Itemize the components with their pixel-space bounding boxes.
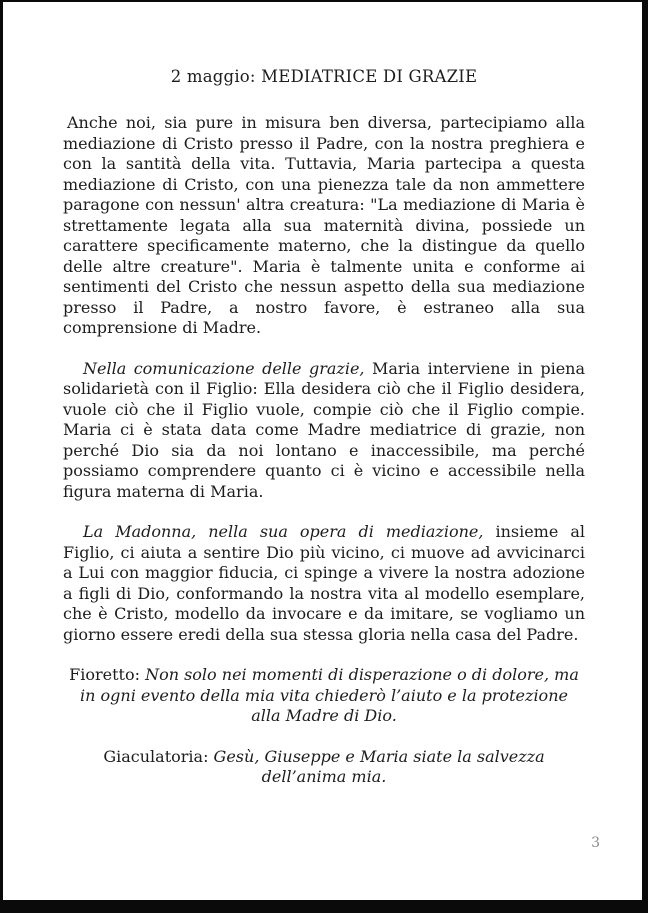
page-body <box>63 113 585 788</box>
italic-text-segment: La Madonna, nella sua opera di mediazione, <box>83 522 484 541</box>
text-segment: insieme al Figlio, ci aiuta a sentire Dio più vicino, ci muove ad avvicinarci a Lui con maggior fiducia, ci spinge a vivere la nostra adozione a figli di Dio, conformando la nostra vita al modello esemplare, che è Cristo, modello da invocare e da imitare, se vogliamo un giorno essere eredi della sua stessa gloria nella casa del Padre. <box>63 522 586 644</box>
text-segment: Giaculatoria: <box>103 746 214 766</box>
paragraph-2 <box>63 359 585 503</box>
paragraph-5 <box>63 747 585 788</box>
page-number: 3 <box>591 835 600 851</box>
paragraph-4 <box>63 665 585 727</box>
italic-text-segment: Nella comunicazione delle grazie, <box>83 358 365 378</box>
italic-text-segment: Non solo nei momenti di disperazione o di dolore, ma in ogni evento della mia vita chiederò l’aiuto e la protezione alla Madre di Dio. <box>80 665 579 725</box>
document-page <box>3 2 642 900</box>
paragraph-1 <box>63 113 585 339</box>
page-title: 2 maggio: MEDIATRICE DI GRAZIE <box>170 67 478 86</box>
paragraph-3 <box>63 522 585 645</box>
text-segment: Maria interviene in piena solidarietà con il Figlio: Ella desidera ciò che il Figlio desidera, vuole ciò che il Figlio vuole, compie ciò che il Figlio compie. Maria ci è stata data come Madre mediatrice di grazie, non perché Dio sia da noi lontano e inaccessibile, ma perché possiamo comprendere quanto ci è vicino e accessibile nella figura materna di Maria. <box>63 358 586 501</box>
italic-text-segment: Gesù, Giuseppe e Maria siate la salvezza dell’anima mia. <box>213 746 545 786</box>
text-segment: Fioretto: <box>69 665 146 684</box>
text-segment: Anche noi, sia pure in misura ben diversa, partecipiamo alla mediazione di Cristo presso il Padre, con la nostra preghiera e con la santità della vita. Tuttavia, Maria partecipa a questa mediazione di Cristo, con una pienezza tale da non ammettere paragone con nessun' altra creatura: "La mediazione di Maria è strettamente legata alla sua maternità divina, possiede un carattere specificamente materno, che la distingue da quello delle altre creature". Maria è talmente unita e conforme ai sentimenti del Cristo che nessun aspetto della sua mediazione presso il Padre, a nostro favore, è estraneo alla sua comprensione di Madre. <box>63 113 585 337</box>
